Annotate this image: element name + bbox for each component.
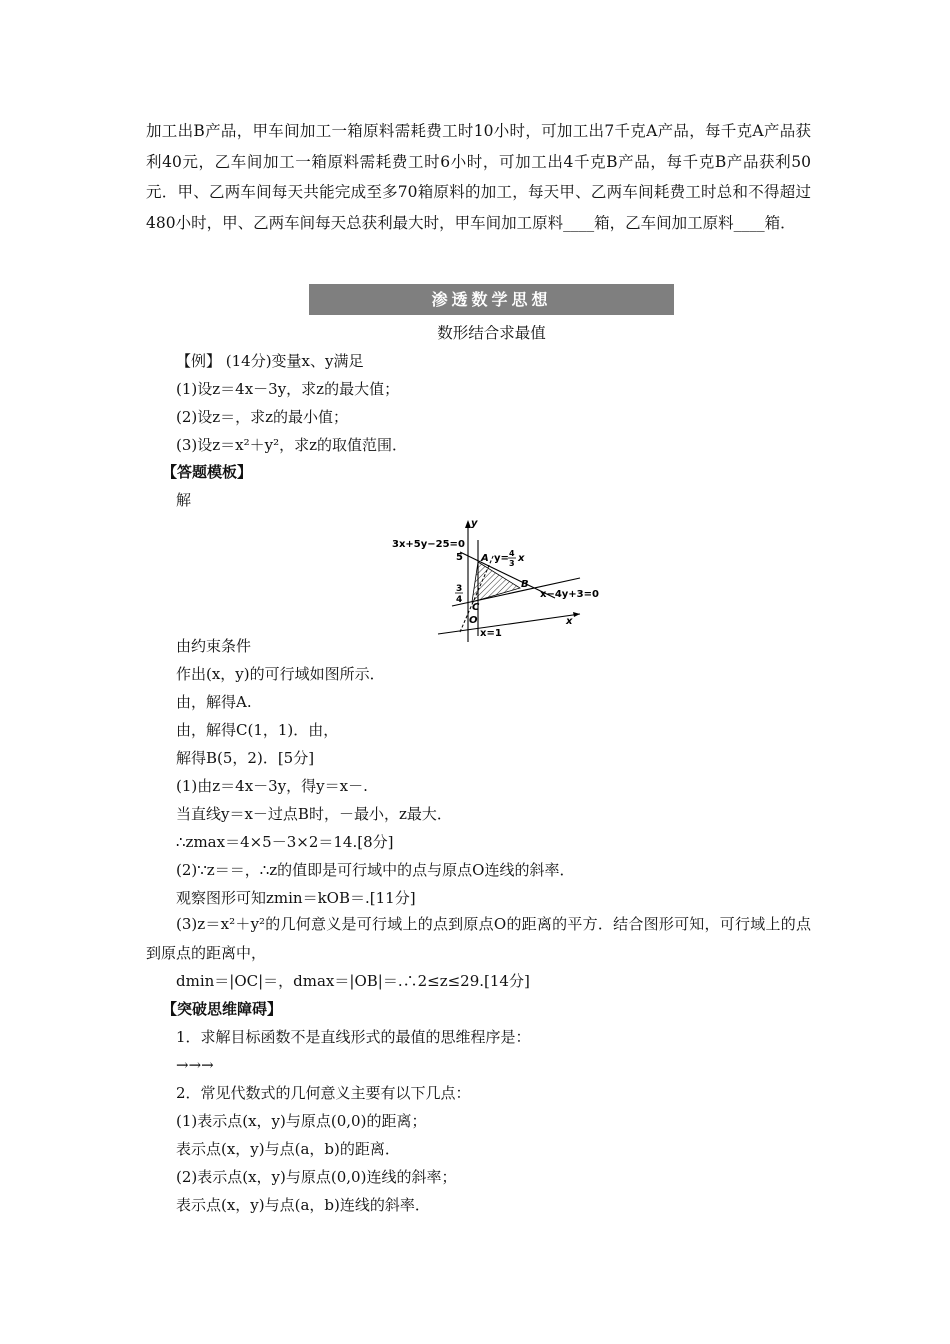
label-eq1: 3x+5y−25=0 [392, 539, 465, 550]
x-axis-arrow-icon [573, 612, 580, 617]
label-eq2-den: 3 [509, 559, 515, 568]
tip-2: 2．常见代数式的几何意义主要有以下几点： [176, 1084, 471, 1102]
x-axis [438, 614, 580, 634]
intro-paragraph [146, 116, 811, 238]
constraint-text: 由约束条件 [176, 637, 252, 655]
breakthrough-heading: 【突破思维障碍】 [162, 1000, 283, 1018]
part3-reasoning: (3)z＝x²＋y²的几何意义是可行域上的点到原点O的距离的平方．结合图形可知，可行域上的点到原点的距离中， [146, 915, 811, 962]
label-eq4: x=1 [480, 628, 502, 639]
answer-template-heading: 【答题模板】 [162, 463, 253, 481]
frac-3-4-num: 3 [456, 584, 463, 594]
tip-2-item-2b: 表示点(x，y)与点(a，b)连线的斜率． [176, 1196, 430, 1214]
question-3: (3)设z＝x²＋y²，求z的取值范围． [176, 436, 408, 454]
tip-2-item-2: (2)表示点(x，y)与原点(0,0)连线的斜率； [176, 1168, 457, 1186]
part2-reasoning: (2)∵z＝＝，∴z的值即是可行域中的点与原点O连线的斜率． [176, 861, 575, 879]
origin-O: O [469, 615, 478, 626]
point-C: C [472, 602, 480, 613]
solve-B-text: 解得B(5，2)．[5分] [176, 749, 315, 767]
question-1: (1)设z＝4x－3y，求z的最大值； [176, 380, 400, 398]
part3-result: dmin＝|OC|＝，dmax＝|OB|＝.∴2≤z≤29.[14分] [176, 972, 530, 990]
feasible-region-figure [390, 514, 610, 644]
solve-A-text: 由，解得A. [176, 693, 252, 711]
intro-text: 加工出B产品，甲车间加工一箱原料需耗费工时10小时，可加工出7千克A产品，每千克A产品获利40元，乙车间加工一箱原料需耗费工时6小时，可加工出4千克B产品，每千克B产品获利50元．甲、乙两车间每天共能完成至多70箱原料的加工，每天甲、乙两车间耗费工时总和不得超过480小时，甲、乙两车间每天总获利最大时，甲车间加工原料____箱，乙车间加工原料____箱． [146, 122, 811, 232]
frac-3-4-den: 4 [456, 595, 463, 605]
section-subtitle: 数形结合求最值 [437, 324, 546, 342]
tip-2-item-1: (1)表示点(x，y)与原点(0,0)的距离； [176, 1112, 427, 1130]
label-eq2-lhs: y= [494, 553, 509, 564]
point-B: B [521, 579, 529, 590]
tip-2-item-1b: 表示点(x，y)与点(a，b)的距离． [176, 1140, 400, 1158]
part1-result: ∴zmax＝4×5－3×2＝14.[8分] [176, 833, 394, 851]
solution-label: 解 [176, 491, 192, 509]
part1-reasoning: 当直线y＝x－过点B时，－最小，z最大． [176, 805, 452, 823]
label-eq2-var: x [518, 553, 525, 564]
draw-region-text: 作出(x，y)的可行域如图所示． [176, 665, 385, 683]
solve-C-text: 由，解得C(1，1)．由， [176, 721, 339, 739]
point-A: A [481, 553, 489, 564]
label-eq3: x−4y+3=0 [540, 589, 599, 600]
question-2: (2)设z＝，求z的最小值； [176, 408, 349, 426]
tick-5: 5 [456, 552, 463, 563]
x-axis-label: x [566, 616, 573, 627]
tip-1-arrows: →→→ [176, 1056, 214, 1074]
tip-1: 1．求解目标函数不是直线形式的最值的思维程序是： [176, 1028, 531, 1046]
y-axis-label: y [471, 518, 478, 529]
section-banner: 渗透数学思想 [309, 284, 674, 315]
part2-result: 观察图形可知zmin＝kOB＝.[11分] [176, 889, 416, 907]
label-eq2-num: 4 [509, 549, 515, 558]
example-heading: 【例】 (14分)变量x、y满足 [176, 352, 364, 370]
part1-derivation: (1)由z＝4x－3y，得y＝x－. [176, 777, 368, 795]
